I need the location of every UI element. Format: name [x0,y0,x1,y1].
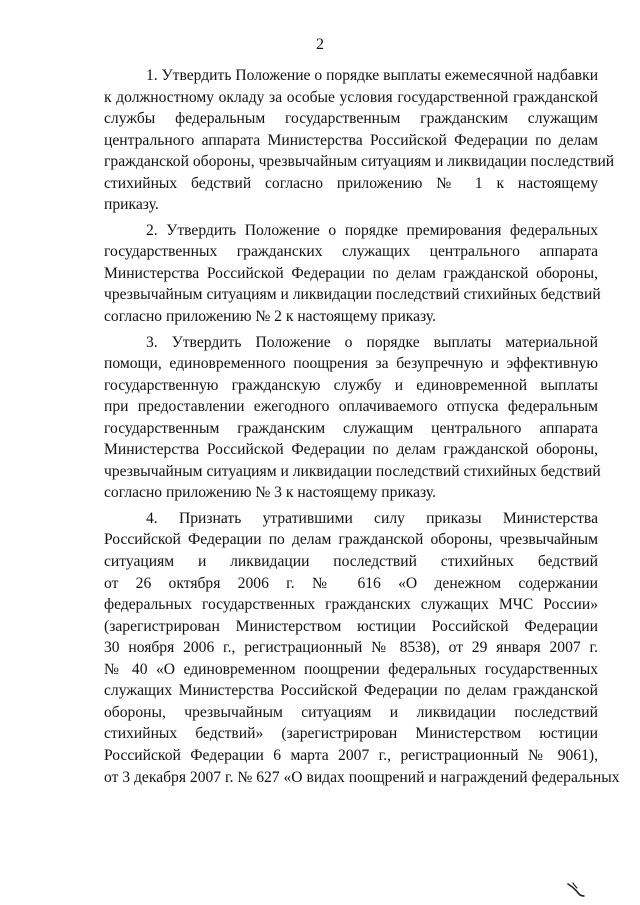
paragraph-3 [104,332,601,504]
paragraph-line: № 40 «О единовременном поощрении федеральных государственных [104,660,598,678]
paragraph-line: приказу. [104,196,159,214]
page-number: 2 [316,36,324,53]
paragraph-line: чрезвычайным ситуациям и ликвидации последствий стихийных бедствий [104,286,601,304]
paragraph-2 [104,220,601,328]
paragraph-line: согласно приложению № 2 к настоящему приказу. [104,308,437,326]
paragraph-line: ситуациям и ликвидации последствий стихийных бедствий [104,553,598,571]
paragraph-line: обороны, чрезвычайным ситуациям и ликвидации последствий [104,703,598,721]
paragraph-1 [104,65,615,216]
paragraph-line: к должностному окладу за особые условия государственной гражданской [104,88,598,106]
paragraph-line: от 26 октября 2006 г. № 616 «О денежном содержании [104,574,598,592]
handwritten-mark-icon [566,882,586,898]
paragraph-line: Министерства Российской Федерации по делам гражданской обороны, [104,264,598,282]
paragraph-line: государственным гражданским служащим центрального аппарата [104,419,598,437]
paragraph-line: от 3 декабря 2007 г. № 627 «О видах поощрений и награждений федеральных [104,768,620,786]
paragraph-line: 1. Утвердить Положение о порядке выплаты ежемесячной надбавки [146,67,599,84]
paragraph-line: 2. Утвердить Положение о порядке премирования федеральных [146,221,598,239]
paragraph-line: помощи, единовременного поощрения за безупречную и эффективную [104,355,598,373]
paragraph-line: центрального аппарата Министерства Российской Федерации по делам [104,131,598,149]
paragraph-line: государственных гражданских служащих центрального аппарата [104,243,598,261]
paragraph-line: Российской Федерации 6 марта 2007 г., регистрационный № 9061), [104,746,598,764]
document-body [104,65,620,792]
paragraph-line: Российской Федерации по делам гражданской обороны, чрезвычайным [104,531,598,549]
paragraph-line: гражданской обороны, чрезвычайным ситуациям и ликвидации последствий [104,153,615,171]
paragraph-line: 3. Утвердить Положение о порядке выплаты материальной [146,333,598,351]
paragraph-line: (зарегистрирован Министерством юстиции Российской Федерации [104,617,598,635]
paragraph-line: стихийных бедствий согласно приложению № 1 к настоящему [104,174,598,192]
paragraph-line: Министерства Российской Федерации по делам гражданской обороны, [104,441,598,459]
paragraph-4 [104,508,620,788]
paragraph-line: чрезвычайным ситуациям и ликвидации последствий стихийных бедствий [104,462,601,480]
paragraph-line: 4. Признать утратившими силу приказы Министерства [146,509,598,527]
paragraph-line: государственную гражданскую службу и единовременной выплаты [104,376,598,394]
paragraph-line: стихийных бедствий» (зарегистрирован Министерством юстиции [104,725,598,743]
paragraph-line: федеральных государственных гражданских служащих МЧС России» [104,596,598,614]
paragraph-line: служащих Министерства Российской Федерации по делам гражданской [104,682,598,700]
paragraph-line: службы федеральным государственным гражданским служащим [104,110,598,128]
paragraph-line: при предоставлении ежегодного оплачиваемого отпуска федеральным [104,398,598,416]
paragraph-line: согласно приложению № 3 к настоящему приказу. [104,484,437,502]
paragraph-line: 30 ноября 2006 г., регистрационный № 8538), от 29 января 2007 г. [104,639,598,657]
